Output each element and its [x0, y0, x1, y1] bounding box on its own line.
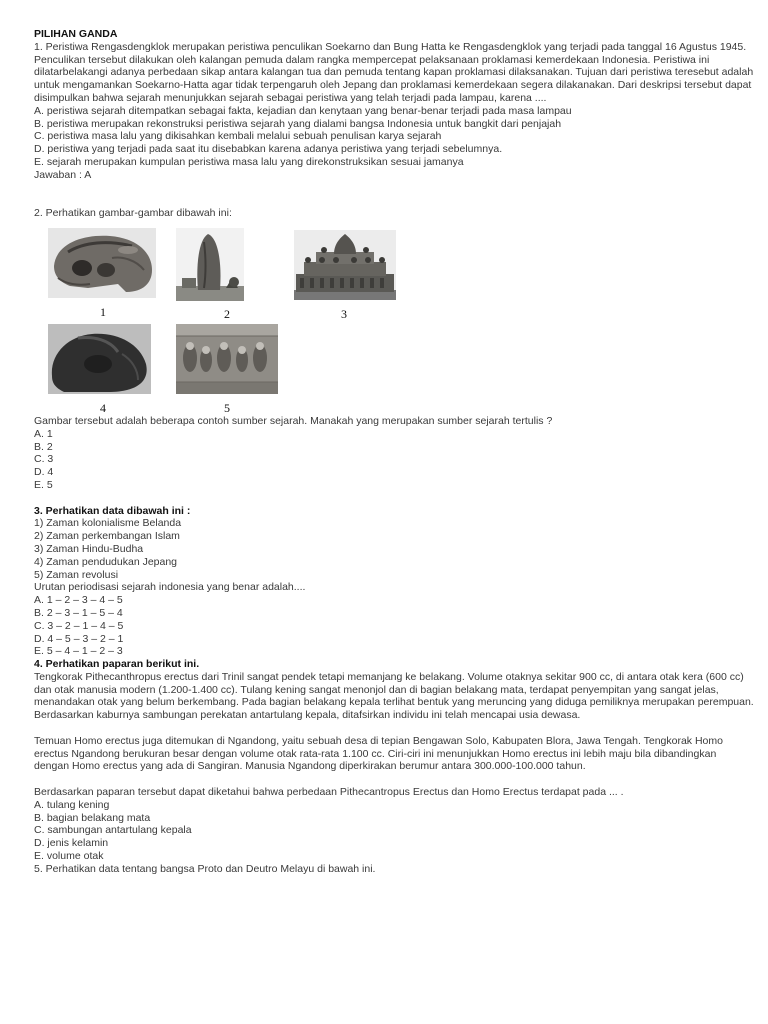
q4-option-e: E. volume otak: [34, 850, 104, 863]
image-label-1: 1: [100, 304, 106, 319]
section-title: PILIHAN GANDA: [34, 28, 118, 40]
q1-option-d: D. peristiwa yang terjadi pada saat itu disebabkan karena adanya peristiwa yang terjadi sebelumnya.: [34, 143, 503, 156]
q3-item-1: 1) Zaman kolonialisme Belanda: [34, 517, 182, 530]
q2-question: Gambar tersebut adalah beberapa contoh sumber sejarah. Manakah yang merupakan sumber sejarah tertulis ?: [34, 414, 553, 427]
q1-answer: Jawaban : A: [34, 168, 92, 181]
q3-item-2: 2) Zaman perkembangan Islam: [34, 530, 180, 543]
q3-question: Urutan periodisasi sejarah indonesia yang benar adalah....: [34, 581, 306, 594]
q4-paragraph-2: Temuan Homo erectus juga ditemukan di Ngandong, yaitu sebuah desa di tepian Bengawan Solo, Kabupaten Blora, Jawa Tengah. Tengkorak Homo erectus Ngandong berukuran besar dengan volume otak rata-rata 1.100 cc. Ciri-ciri ini menunjukkan Homo erectus ini lebih maju bila dibandingkan dengan Homo erectus yang ada di Sangiran. Manusia Ngandong diperkirakan berumur antara 300.000-100.000 tahun.: [34, 734, 723, 773]
q4-option-b: B. bagian belakang mata: [34, 811, 151, 824]
menhir-stone-image: [176, 228, 244, 301]
q2-image-grid: [34, 222, 754, 415]
q2-option-d: D. 4: [34, 466, 54, 479]
q4-question: Berdasarkan paparan tersebut dapat diketahui bahwa perbedaan Pithecantropus Erectus dan Homo Erectus terdapat pada ... .: [34, 786, 624, 799]
q4-option-c: C. sambungan antartulang kepala: [34, 824, 192, 837]
q1-option-e: E. sejarah merupakan kumpulan peristiwa masa lalu yang direkonstruksikan sesuai jamanya: [34, 155, 464, 168]
q4-paragraph-1: Tengkorak Pithecanthropus erectus dari Trinil sangat pendek tetapi memanjang ke belakang. Volume otaknya sekitar 900 cc, di antara otak kera (600 cc) dan otak manusia modern (1.200-1.400 cc). Tulang kening sangat menonjol dan di bagian belakang mata, terdapat penyempitan yang sangat jelas, menandakan otak yang belum berkembang. Pada bagian belakang kepala terlihat bentuk yang meruncing yang diduga pemiliknya merupakan perempuan. Berdasarkan kaburnya sambungan perekatan antartulang kepala, ditafsirkan individu ini telah mencapai usia dewasa.: [34, 670, 754, 722]
q3-option-e: E. 5 – 4 – 1 – 2 – 3: [34, 645, 123, 658]
q2-option-b: B. 2: [34, 440, 53, 453]
temple-relief-image: [176, 324, 278, 394]
q3-item-3: 3) Zaman Hindu-Budha: [34, 542, 144, 555]
stone-artifact-image: [48, 324, 151, 394]
image-label-3: 3: [341, 306, 347, 321]
q3-option-a: A. 1 – 2 – 3 – 4 – 5: [34, 594, 123, 607]
q4-option-a: A. tulang kening: [34, 798, 110, 811]
q3-item-5: 5) Zaman revolusi: [34, 568, 119, 581]
document-page: [34, 28, 754, 876]
image-label-4: 4: [100, 400, 106, 415]
q2-option-a: A. 1: [34, 427, 53, 440]
q3-title: 3. Perhatikan data dibawah ini :: [34, 504, 191, 517]
q3-option-b: B. 2 – 3 – 1 – 5 – 4: [34, 606, 123, 619]
q1-text: 1. Peristiwa Rengasdengklok merupakan peristiwa penculikan Soekarno dan Bung Hatta ke Rengasdengklok yang terjadi pada tanggal 16 Agustus 1945. Penculikan tersebut dilakukan oleh kalangan pemuda dalam rangka mempercepat pelaksanaan proklamasi kemerdekaan Indonesia. Peristiwa ini dilatarbelakangi adanya perbedaan sikap antara kalangan tua dan pemuda tentang kapan proklamasi dilaksanakan. Tujuan dari peristiwa teresebut adalah untuk mengamankan Soekarno-Hatta agar tidak terpengaruh oleh Jepang dan proklamasi kemerdekaan segera dilakanakan. Dari deskripsi tersebut dapat disimpulkan bahwa sejarah menunjukkan sejarah sebagai peristiwa yang telah terjadi pada lampau, karena ....: [34, 40, 754, 104]
q1-option-c: C. peristiwa masa lalu yang dikisahkan kembali melalui sebuah penulisan karya sejarah: [34, 130, 442, 143]
skull-fossil-image: [48, 228, 156, 298]
q2-option-e: E. 5: [34, 478, 53, 491]
q3-item-4: 4) Zaman pendudukan Jepang: [34, 555, 178, 568]
q2-option-c: C. 3: [34, 453, 54, 466]
q3-option-c: C. 3 – 2 – 1 – 4 – 5: [34, 619, 124, 632]
q1-option-a: A. peristiwa sejarah ditempatkan sebagai fakta, kejadian dan kenytaan yang benar-benar terjadi pada masa lampau: [34, 104, 572, 117]
borobudur-temple-image: [294, 230, 396, 300]
q4-option-d: D. jenis kelamin: [34, 837, 109, 850]
image-label-5: 5: [224, 400, 230, 415]
q3-option-d: D. 4 – 5 – 3 – 2 – 1: [34, 632, 124, 645]
image-label-2: 2: [224, 306, 230, 321]
q1-option-b: B. peristiwa merupakan rekonstruksi peristiwa sejarah yang dialami bangsa Indonesia untuk bangkit dari penjajah: [34, 117, 562, 130]
q2-prompt: 2. Perhatikan gambar-gambar dibawah ini:: [34, 207, 232, 220]
q4-title: 4. Perhatikan paparan berikut ini.: [34, 658, 200, 671]
q5-prompt: 5. Perhatikan data tentang bangsa Proto dan Deutro Melayu di bawah ini.: [34, 862, 376, 875]
